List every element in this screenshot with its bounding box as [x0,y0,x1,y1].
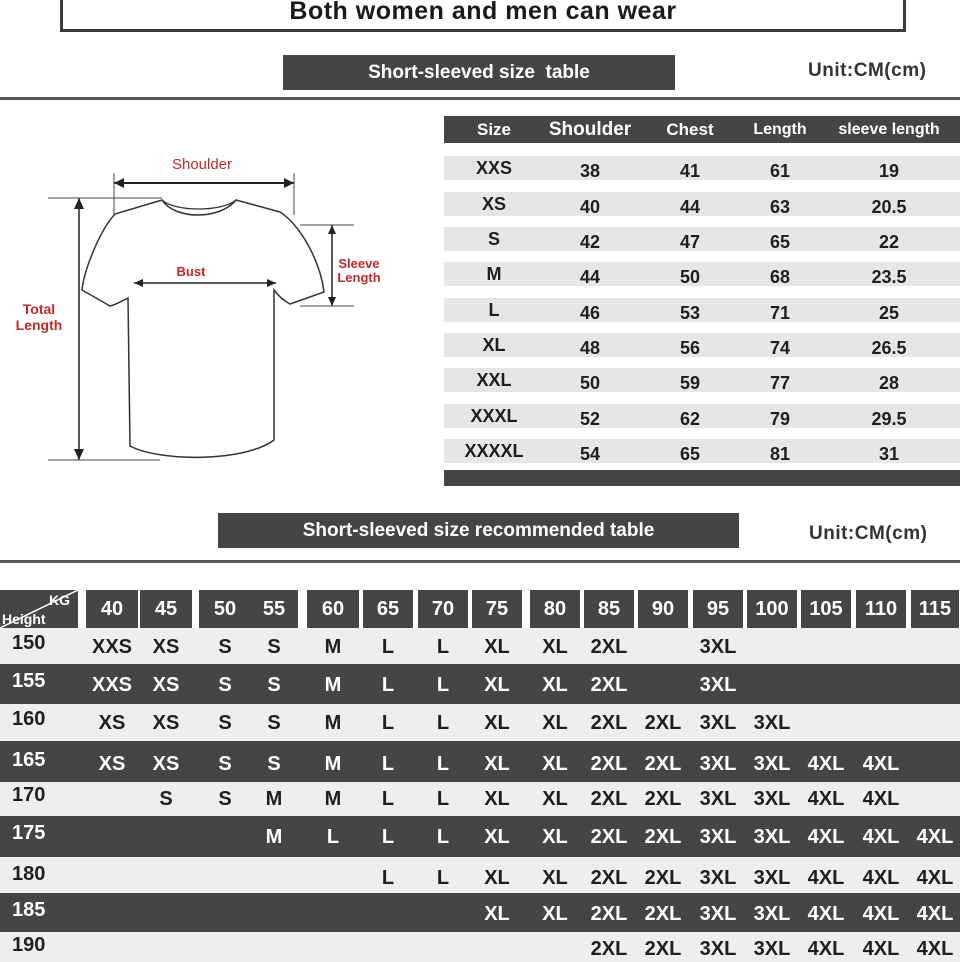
size-table-cell: 22 [878,232,900,252]
kg-header-cell: 45 [140,590,192,628]
size-cell: 3XL [753,903,791,925]
size-cell: 2XL [644,712,682,734]
size-cell: M [324,788,342,810]
kg-header-cell: 85 [584,590,634,628]
kg-header-cell: 40 [86,590,138,628]
size-cell: 3XL [699,938,737,960]
size-cell: 3XL [699,867,737,889]
size-cell: L [436,826,450,848]
size-table-cell: 68 [769,267,791,287]
size-cell: 4XL [916,903,954,925]
size-cell: 4XL [862,938,900,960]
size-table-cell: 44 [579,267,601,287]
size-cell: 2XL [590,788,628,810]
size-table-cell: 53 [679,303,701,323]
total-label-line2: Length [15,317,63,333]
kg-header-cell: 105 [801,590,851,628]
size-cell: XL [484,826,510,848]
size-table-cell: 40 [579,197,601,217]
size-table-cell: 63 [769,197,791,217]
size-table-cell: 56 [679,338,701,358]
size-table-cell: 28 [878,373,900,393]
rec-table-row [0,741,960,782]
size-cell: 3XL [753,788,791,810]
size-cell: 4XL [862,826,900,848]
size-cell: L [381,712,395,734]
size-table-cell: 44 [679,197,701,217]
size-cell: S [218,788,232,810]
size-cell: XL [542,753,568,775]
size-table-title: Short-sleeved size table [368,61,590,83]
sleeve-label-line1: Sleeve [338,256,380,271]
size-cell: M [324,753,342,775]
size-cell: 4XL [862,867,900,889]
kg-header-cell: 60 [307,590,359,628]
size-cell: S [267,712,281,734]
size-cell: L [436,788,450,810]
size-table-cell: 31 [878,444,900,464]
size-table-cell: XXS [475,158,513,178]
size-cell: M [324,712,342,734]
size-cell: 4XL [916,867,954,889]
size-table-cell: 77 [769,373,791,393]
col-length: Length [753,121,807,138]
size-table-cell: 81 [769,444,791,464]
size-table-cell: 47 [679,232,701,252]
size-cell: 2XL [590,753,628,775]
size-table-cell: 65 [679,444,701,464]
kg-header-cell: 75 [472,590,522,628]
size-cell: 3XL [699,753,737,775]
size-cell: L [381,826,395,848]
col-sleeve-length: sleeve length [838,121,940,138]
size-cell: S [218,753,232,775]
size-cell: 4XL [916,826,954,848]
rec-table-row [0,782,960,816]
size-cell: 2XL [590,674,628,696]
size-cell: XL [484,753,510,775]
rec-table-title: Short-sleeved size recommended table [302,519,655,541]
size-cell: XL [484,903,510,925]
size-table-cell: L [488,300,500,320]
size-cell: 3XL [753,826,791,848]
size-cell: XL [484,636,510,658]
size-cell: XS [152,753,180,775]
size-table-cell: 26.5 [871,338,907,358]
divider-top [0,97,960,100]
kg-header-cell: 70 [418,590,468,628]
size-table-cell: 23.5 [871,267,907,287]
height-cell: 170 [12,784,46,806]
size-cell: 4XL [807,788,845,810]
size-cell: L [381,788,395,810]
size-cell: 3XL [753,938,791,960]
size-cell: L [381,753,395,775]
size-cell: 3XL [753,753,791,775]
kg-header-cell: 115 [911,590,959,628]
size-cell: 2XL [590,826,628,848]
size-table-cell: 46 [579,303,601,323]
height-cell: 165 [12,749,46,771]
size-cell: M [324,636,342,658]
total-label-line1: Total [22,301,56,317]
kg-header-cell: 110 [856,590,906,628]
col-shoulder: Shoulder [548,119,632,140]
size-table-cell: 59 [679,373,701,393]
size-cell: XXS [91,674,133,696]
size-cell: 3XL [699,674,737,696]
size-cell: 4XL [916,938,954,960]
kg-header-cell: 65 [363,590,413,628]
size-table-cell: 38 [579,161,601,181]
tshirt-outline [82,200,324,457]
size-cell: 4XL [807,938,845,960]
divider-middle [0,560,960,563]
size-cell: S [267,753,281,775]
size-cell: S [218,712,232,734]
size-table-cell: 25 [878,303,900,323]
size-cell: 3XL [699,826,737,848]
size-cell: S [159,788,173,810]
rec-table-unit: Unit:CM(cm) [809,523,928,544]
size-cell: 2XL [590,867,628,889]
size-table-row [444,262,960,286]
height-cell: 160 [12,708,46,730]
size-table-cell: 52 [579,409,601,429]
size-table-cell: S [487,229,500,249]
col-chest: Chest [666,120,714,139]
size-cell: 4XL [807,903,845,925]
shoulder-label: Shoulder [171,156,233,173]
kg-header-cell: 80 [530,590,580,628]
size-cell: XS [152,674,180,696]
size-table-cell: 79 [769,409,791,429]
sleeve-length-label [334,257,384,285]
size-table-cell: 48 [579,338,601,358]
size-table-cell: M [486,264,502,284]
size-cell: XL [542,826,568,848]
size-table-cell: 20.5 [871,197,907,217]
size-table-cell: XS [481,194,506,214]
size-cell: 2XL [644,788,682,810]
size-cell: S [267,636,281,658]
rec-corner-cell [0,590,78,628]
size-table-row [444,368,960,392]
size-cell: 4XL [807,826,845,848]
size-cell: 4XL [862,753,900,775]
size-cell: 2XL [644,867,682,889]
size-table-title-bar [283,55,675,90]
size-cell: XS [152,636,180,658]
size-cell: 2XL [590,938,628,960]
size-table-cell: XL [482,335,506,355]
tshirt-collar [162,200,236,209]
size-table-row [444,192,960,216]
size-cell: L [436,712,450,734]
kg-header-cell: 50 [199,590,251,628]
size-table-cell: 54 [579,444,601,464]
size-cell: 4XL [862,788,900,810]
size-cell: 2XL [590,903,628,925]
size-cell: 2XL [644,903,682,925]
rec-table-row [0,628,960,664]
size-table-cell: 29.5 [871,409,907,429]
size-cell: 4XL [807,867,845,889]
size-cell: XL [542,636,568,658]
size-cell: XL [484,712,510,734]
kg-header-cell: 100 [747,590,797,628]
rec-table-row [0,857,960,893]
size-table-cell: 50 [679,267,701,287]
size-cell: L [436,636,450,658]
rec-table-row [0,664,960,704]
size-table-cell: 41 [679,161,701,181]
size-table-cell: XXL [476,370,512,390]
kg-header-cell: 90 [638,590,688,628]
height-cell: 180 [12,863,46,885]
size-table-cell: 50 [579,373,601,393]
size-table-row [444,404,960,428]
size-cell: S [267,674,281,696]
size-cell: XL [484,788,510,810]
size-table-cell: 19 [878,161,900,181]
size-cell: M [324,674,342,696]
size-cell: XL [542,712,568,734]
size-cell: L [436,867,450,889]
size-table-row [444,156,960,180]
size-cell: XL [484,867,510,889]
size-table-cell: 74 [769,338,791,358]
size-cell: 4XL [862,903,900,925]
size-cell: 2XL [644,753,682,775]
rec-table-row [0,704,960,741]
size-cell: XS [152,712,180,734]
size-cell: 3XL [699,636,737,658]
size-table-row [444,227,960,251]
size-table-unit: Unit:CM(cm) [808,60,927,81]
sleeve-label-line2: Length [337,270,381,285]
size-cell: 2XL [590,712,628,734]
col-size: Size [476,120,512,139]
size-cell: L [381,674,395,696]
size-cell: XL [542,788,568,810]
rec-table-row [0,893,960,932]
rec-table-title-bar [218,513,739,548]
kg-label: KG [49,592,70,608]
total-length-label [10,301,68,333]
size-table-cell: 61 [769,161,791,181]
rec-table-row [0,932,960,962]
size-cell: 3XL [699,712,737,734]
kg-header-cell: 95 [693,590,743,628]
size-table-header [444,116,960,143]
size-table-cell: 71 [769,303,791,323]
size-cell: 3XL [753,712,791,734]
height-cell: 155 [12,670,46,692]
size-cell: L [381,867,395,889]
height-cell: 185 [12,899,46,921]
size-table-cell: 65 [769,232,791,252]
height-label: Height [2,611,46,627]
size-cell: 3XL [699,788,737,810]
size-table-row [444,333,960,357]
size-cell: S [218,636,232,658]
size-cell: M [265,788,283,810]
size-cell: 3XL [699,903,737,925]
size-cell: XL [484,674,510,696]
size-cell: XS [98,712,126,734]
banner-text: Both women and men can wear [289,0,677,25]
size-cell: L [326,826,340,848]
size-cell: XS [98,753,126,775]
size-table-cell: XXXXL [464,441,524,461]
size-cell: 4XL [807,753,845,775]
size-cell: 2XL [590,636,628,658]
kg-header-cell: 55 [250,590,298,628]
size-cell: XL [542,674,568,696]
size-cell: L [381,636,395,658]
size-cell: 2XL [644,826,682,848]
height-cell: 150 [12,632,46,654]
size-table-cell: 62 [679,409,701,429]
size-cell: 2XL [644,938,682,960]
size-cell: XL [542,867,568,889]
size-table-cell: 42 [579,232,601,252]
size-cell: XL [542,903,568,925]
banner [60,0,906,32]
size-cell: S [218,674,232,696]
size-cell: M [265,826,283,848]
size-table-row [444,298,960,322]
height-cell: 175 [12,822,46,844]
size-cell: L [436,674,450,696]
size-table-footer [444,470,960,486]
rec-table-row [0,816,960,857]
height-cell: 190 [12,934,46,956]
size-cell: 3XL [753,867,791,889]
bust-label: Bust [176,264,206,279]
size-cell: XXS [91,636,133,658]
size-table-row [444,439,960,463]
size-cell: L [436,753,450,775]
size-table-cell: XXXL [470,406,518,426]
